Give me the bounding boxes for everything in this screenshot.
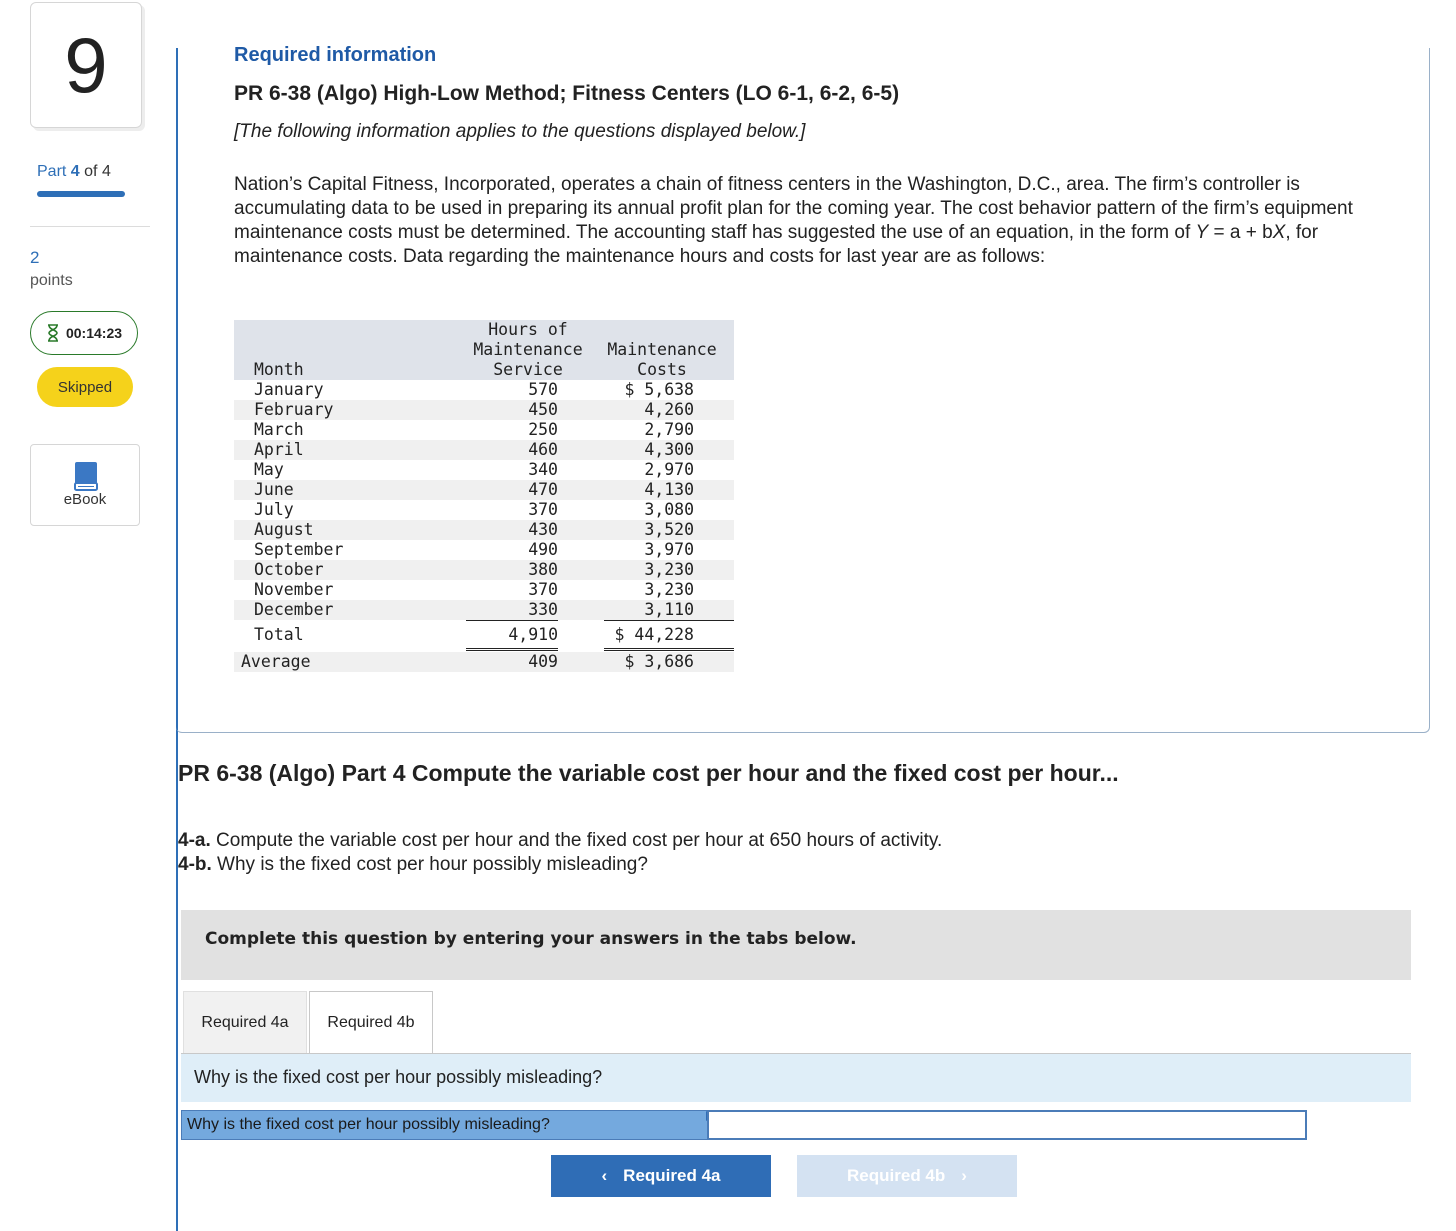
ebook-button[interactable] <box>30 444 140 526</box>
answer-row-label: Why is the fixed cost per hour possibly misleading? <box>181 1110 708 1140</box>
cell-month: April <box>254 440 304 459</box>
total-cost: $ 44,228 <box>614 625 694 644</box>
required-info-heading: Required information <box>234 44 437 66</box>
table-row <box>234 420 734 440</box>
header-cost-line2: Costs <box>637 360 687 379</box>
next-button-label: Required 4b <box>847 1166 946 1185</box>
ebook-label: eBook <box>63 491 107 508</box>
hourglass-icon <box>46 324 60 342</box>
cell-hours: 430 <box>528 520 558 539</box>
cell-cost: $ 5,638 <box>624 380 694 399</box>
tab-required-4a[interactable]: Required 4a <box>183 991 307 1053</box>
table-row <box>234 500 734 520</box>
cell-hours: 490 <box>528 540 558 559</box>
part-suffix: of 4 <box>84 163 111 180</box>
cost-double-rule <box>604 648 734 651</box>
header-hours-line1: Hours of <box>488 320 568 339</box>
cell-hours: 250 <box>528 420 558 439</box>
cell-hours: 340 <box>528 460 558 479</box>
average-cost: $ 3,686 <box>624 652 694 671</box>
description-part-1: Nation’s Capital Fitness, Incorporated, operates a chain of fitness centers in the Washington, D.C., area. The firm’s controller is accumulating data to be used in preparing its annual profit plan for the coming year. The cost behavior pattern of the firm’s equipment maintenance costs must be determined. The accounting staff has suggested the use of an equation, in the form of <box>234 174 1353 243</box>
timer[interactable] <box>30 311 138 355</box>
book-icon <box>74 461 98 491</box>
question-number: 9 <box>64 21 108 109</box>
table-row <box>234 480 734 500</box>
description-part-2: , for maintenance costs. Data regarding the maintenance hours and costs for last year are as follows: <box>234 222 1319 267</box>
question-4a-tag: 4-a. <box>178 830 211 851</box>
cell-cost: 3,080 <box>644 500 694 519</box>
cell-cost: 4,130 <box>644 480 694 499</box>
cell-cost: 3,970 <box>644 540 694 559</box>
table-total-row <box>234 625 734 647</box>
prev-required-4a-button[interactable] <box>551 1155 771 1197</box>
question-4a <box>178 830 942 852</box>
equation-x: X <box>1272 222 1286 243</box>
question-4b <box>178 854 648 876</box>
equation-middle: = a + b <box>1208 222 1273 243</box>
part-progress-bar <box>37 191 125 197</box>
cell-hours: 470 <box>528 480 558 499</box>
table-row <box>234 400 734 420</box>
cell-month: September <box>254 540 344 559</box>
instruction-banner <box>181 910 1411 980</box>
cell-cost: 3,110 <box>644 600 694 619</box>
tab-prompt-text: Why is the fixed cost per hour possibly misleading? <box>194 1067 603 1087</box>
cell-cost: 2,970 <box>644 460 694 479</box>
tab-required-4b[interactable]: Required 4b <box>309 991 433 1053</box>
tab-prompt-bar <box>181 1054 1411 1102</box>
cell-hours: 570 <box>528 380 558 399</box>
cell-month: December <box>254 600 334 619</box>
table-row <box>234 460 734 480</box>
header-cost-line1: Maintenance <box>607 340 717 359</box>
part-prefix: Part <box>37 163 67 180</box>
cell-hours: 460 <box>528 440 558 459</box>
rail-divider <box>30 226 150 227</box>
hours-total-rule <box>466 620 558 621</box>
problem-subtitle: [The following information applies to the questions displayed below.] <box>234 121 806 142</box>
cell-month: May <box>254 460 284 479</box>
chevron-right-icon: › <box>961 1166 967 1185</box>
question-4a-text: Compute the variable cost per hour and the fixed cost per hour at 650 hours of activity. <box>210 830 943 851</box>
points-label: points <box>30 272 73 289</box>
total-hours: 4,910 <box>508 625 558 644</box>
part-title: PR 6-38 (Algo) Part 4 Compute the variable cost per hour and the fixed cost per hour... <box>178 760 1119 786</box>
cell-month: October <box>254 560 324 579</box>
header-hours-line3: Service <box>493 360 563 379</box>
cost-total-rule <box>604 620 734 621</box>
cell-month: June <box>254 480 294 499</box>
cell-hours: 370 <box>528 580 558 599</box>
question-4b-text: Why is the fixed cost per hour possibly misleading? <box>211 854 648 875</box>
cell-month: March <box>254 420 304 439</box>
chevron-left-icon: ‹ <box>601 1166 608 1185</box>
cell-cost: 4,260 <box>644 400 694 419</box>
status-badge: Skipped <box>37 367 133 407</box>
points-value: 2 <box>30 248 40 267</box>
table-row <box>234 600 734 620</box>
question-number-card <box>30 2 142 128</box>
cell-cost: 4,300 <box>644 440 694 459</box>
instruction-text: Complete this question by entering your answers in the tabs below. <box>205 929 857 949</box>
cell-cost: 3,230 <box>644 580 694 599</box>
cell-hours: 330 <box>528 600 558 619</box>
total-label: Total <box>254 625 304 644</box>
cell-cost: 3,520 <box>644 520 694 539</box>
table-row <box>234 380 734 400</box>
cell-month: July <box>254 500 294 519</box>
table-row <box>234 440 734 460</box>
header-month: Month <box>254 360 304 379</box>
table-row <box>234 520 734 540</box>
header-hours-line2: Maintenance <box>473 340 583 359</box>
problem-description <box>234 173 1384 269</box>
equation-y: Y <box>1195 222 1209 243</box>
table-row <box>234 540 734 560</box>
timer-value: 00:14:23 <box>65 325 123 341</box>
question-4b-tag: 4-b. <box>178 854 212 875</box>
table-average-row <box>234 652 734 672</box>
cell-month: February <box>254 400 334 419</box>
cell-month: August <box>254 520 314 539</box>
cell-cost: 3,230 <box>644 560 694 579</box>
cell-month: January <box>254 380 324 399</box>
table-header <box>234 320 734 380</box>
part-indicator <box>37 163 111 181</box>
cell-hours: 380 <box>528 560 558 579</box>
part-current: 4 <box>70 163 80 180</box>
cell-month: November <box>254 580 334 599</box>
cell-hours: 450 <box>528 400 558 419</box>
prev-button-label: Required 4a <box>623 1166 721 1185</box>
next-required-4b-button[interactable] <box>797 1155 1017 1197</box>
table-row <box>234 580 734 600</box>
answer-input[interactable] <box>707 1110 1307 1140</box>
cell-hours: 370 <box>528 500 558 519</box>
cell-cost: 2,790 <box>644 420 694 439</box>
problem-title: PR 6-38 (Algo) High-Low Method; Fitness Centers (LO 6-1, 6-2, 6-5) <box>234 82 900 105</box>
table-row <box>234 560 734 580</box>
average-label: Average <box>241 652 311 671</box>
hours-double-rule <box>466 648 558 651</box>
average-hours: 409 <box>528 652 558 671</box>
